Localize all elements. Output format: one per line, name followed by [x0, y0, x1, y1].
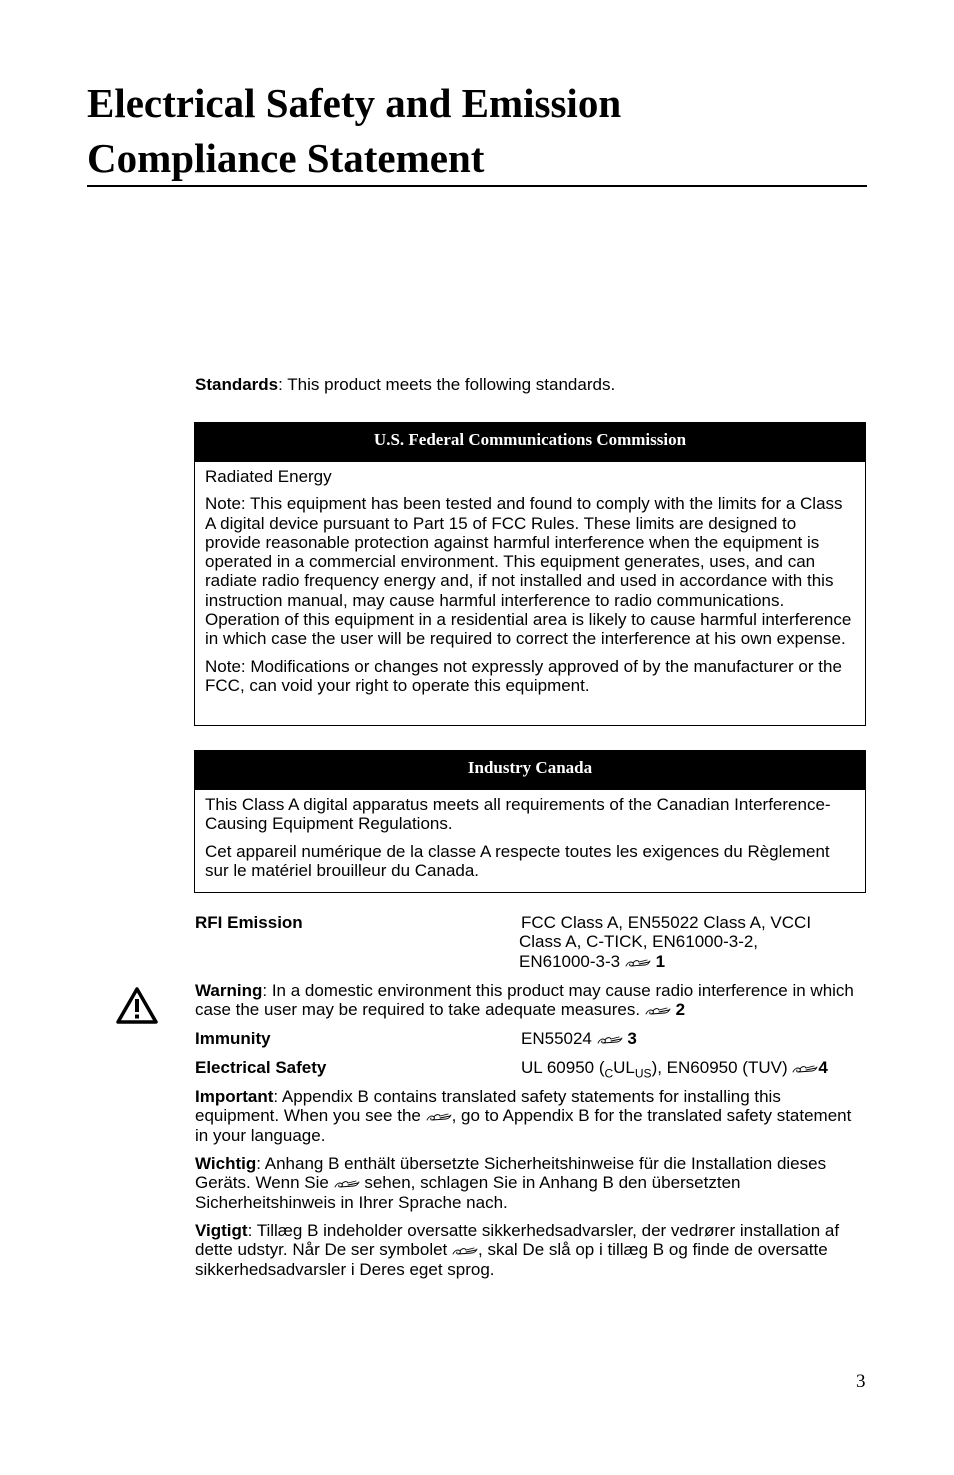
rfi-emission-value [519, 913, 811, 971]
warning-paragraph [195, 981, 867, 1020]
important-text-after: , go to Appendix B for the translated safety statement in your language. [195, 1106, 852, 1145]
fcc-note-modifications: Note: Modifications or changes not expressly approved of by the manufacturer or the FCC, can void your right to operate this equipment. [205, 656, 842, 695]
title-divider [87, 185, 867, 187]
es-sub-c: C [604, 1066, 614, 1081]
pointing-hand-icon [452, 1245, 478, 1257]
pointing-hand-icon [792, 1063, 818, 1075]
rfi-emission-label: RFI Emission [195, 913, 303, 932]
immunity-label: Immunity [195, 1029, 271, 1048]
rfi-line3: EN61000-3-3 [519, 951, 621, 971]
important-text-before: : Appendix B contains translated safety statements for installing this equipment. When you see the [195, 1087, 781, 1126]
vigtigt-paragraph [195, 1221, 867, 1279]
wichtig-text-before: : Anhang B enthält übersetzte Sicherheitshinweise für die Installation dieses Geräts. Wenn Sie [195, 1154, 827, 1193]
page-number: 3 [856, 1371, 866, 1392]
es-ul: UL [613, 1058, 635, 1077]
fcc-note-limits: Note: This equipment has been tested and found to comply with the limits for a Class A digital device pursuant to Part 15 of FCC Rules. These limits are designed to provide reasonable protection against harmful interference when the equipment is operated in a commercial environment. This equipment generates, uses, and can radiate radio frequency energy and, if not installed and used in accordance with this instruction manual, may cause harmful interference to radio communications. Operation of this equipment in a residential area is likely to cause harmful interference in which case the user will be required to correct the interference at his own expense. [205, 494, 852, 649]
pointing-hand-icon [334, 1178, 360, 1190]
warning-ref: 2 [675, 1000, 686, 1020]
warning-text: : In a domestic environment this product may cause radio interference in which case the user may be required to take adequate measures. [195, 981, 854, 1020]
warning-label: Warning [195, 981, 263, 1000]
page-title [87, 76, 867, 186]
wichtig-label: Wichtig [195, 1154, 257, 1173]
important-paragraph [195, 1087, 867, 1145]
es-suffix: ), EN60950 (TUV) [651, 1058, 788, 1077]
es-sub-us: US [634, 1066, 652, 1081]
es-prefix: UL 60950 ( [521, 1058, 605, 1077]
fcc-box-header: U.S. Federal Communications Commission [195, 423, 865, 462]
electrical-safety-value [521, 1058, 828, 1084]
rfi-ref: 1 [655, 951, 666, 971]
rfi-line2: Class A, C-TICK, EN61000-3-2, [519, 932, 759, 952]
pointing-hand-icon [645, 1005, 671, 1017]
fcc-box [194, 422, 866, 726]
pointing-hand-icon [625, 957, 651, 969]
rfi-emission-row [195, 913, 867, 973]
standards-intro [195, 375, 615, 395]
vigtigt-text-before: : Tillæg B indeholder oversatte sikkerhedsadvarsler, der vedrører installation af dette udstyr. Når De ser symbolet [195, 1221, 840, 1260]
important-label: Important [195, 1087, 274, 1106]
vigtigt-text-after: , skal De slå op i tillæg B og finde de oversatte sikkerhedsadvarsler i Deres eget sprog. [195, 1240, 828, 1279]
wichtig-text-after: sehen, schlagen Sie in Anhang B den übersetzten Sicherheitshinweis in Ihrer Sprache nach. [195, 1173, 741, 1212]
industry-canada-header: Industry Canada [195, 751, 865, 790]
pointing-hand-icon [597, 1034, 623, 1046]
page-title-line2: Compliance Statement [87, 135, 485, 181]
electrical-safety-label: Electrical Safety [195, 1058, 327, 1077]
pointing-hand-icon [426, 1111, 452, 1123]
vigtigt-label: Vigtigt [195, 1221, 248, 1240]
electrical-safety-row [195, 1058, 867, 1080]
immunity-ref: 3 [627, 1029, 637, 1048]
fcc-radiated-energy: Radiated Energy [205, 467, 332, 486]
wichtig-paragraph [195, 1154, 867, 1212]
ic-english-text: This Class A digital apparatus meets all requirements of the Canadian Interference-Causing Equipment Regulations. [205, 795, 831, 834]
page-title-line1: Electrical Safety and Emission [87, 80, 622, 126]
industry-canada-box [194, 750, 866, 893]
immunity-value: EN55024 [521, 1029, 592, 1048]
ic-french-text: Cet appareil numérique de la classe A respecte toutes les exigences du Règlement sur le matériel brouilleur du Canada. [205, 841, 830, 880]
standards-text: : This product meets the following standards. [278, 375, 616, 394]
immunity-row [195, 1029, 867, 1049]
rfi-line1: FCC Class A, EN55022 Class A, VCCI [521, 913, 812, 932]
warning-triangle-icon [116, 987, 158, 1025]
standards-label: Standards [195, 375, 279, 394]
electrical-safety-ref: 4 [818, 1058, 828, 1077]
